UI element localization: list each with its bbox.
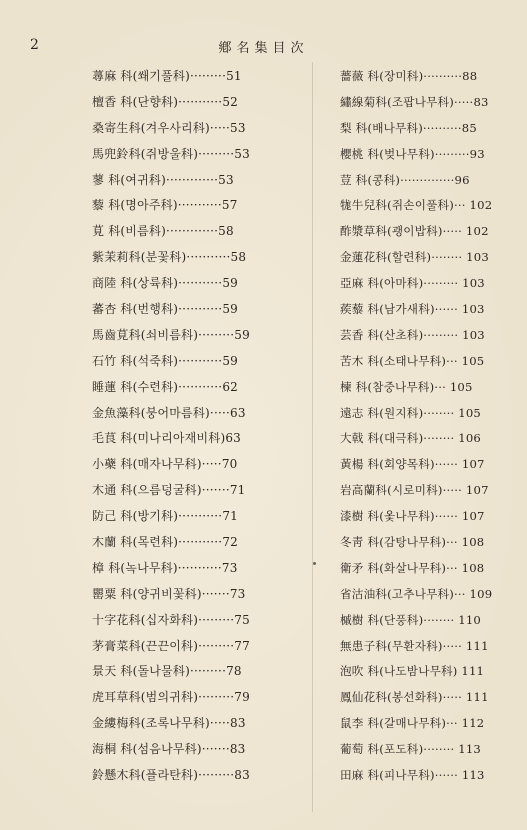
toc-right-column (340, 64, 512, 789)
toc-entry: 鳳仙花科(봉선화科)····· 111 (340, 690, 489, 705)
toc-entry: 海桐 科(섬음나무科)·······83 (92, 742, 246, 757)
toc-entry: 金蓮花科(할련科)········ 103 (340, 250, 489, 265)
toc-entry: 冬靑 科(감탕나무科)··· 108 (340, 535, 485, 550)
toc-entry: 遠志 科(원지科)········ 105 (340, 405, 482, 420)
toc-entry: 蓼 科(여귀科)·············53 (92, 172, 234, 187)
toc-entry: 毛茛 科(미나리아재비科)63 (92, 431, 242, 446)
toc-entry: 薔薇 科(장미科)··········88 (340, 69, 478, 83)
toc-entry: 十字花科(십자화科)·········75 (92, 612, 250, 627)
toc-entry: 商陸 科(상륙科)···········59 (92, 276, 238, 291)
toc-entry: 槭樹 科(단풍科)········ 110 (340, 612, 482, 627)
toc-entry: 鈴懸木科(플라탄科)·········83 (92, 768, 250, 783)
toc-entry: 蕁麻 科(쐐기풀科)·········51 (92, 69, 242, 83)
toc-entry: 木通 科(으름덩굴科)·······71 (92, 483, 246, 498)
toc-entry: 檀香 科(단향科)···········52 (92, 94, 238, 109)
ink-dot (313, 562, 316, 565)
toc-entry: 牻牛兒科(쥐손이풀科)··· 102 (340, 198, 493, 213)
toc-entry: 茅膏菜科(끈끈이科)·········77 (92, 638, 250, 653)
running-head: 鄕名集目次 (218, 41, 309, 56)
toc-entry: 酢漿草科(괭이밥科)····· 102 (340, 224, 489, 239)
toc-entry: 櫻桃 科(벚나무科)·········93 (340, 146, 485, 161)
toc-entry: 莧 科(비름科)·············58 (92, 224, 234, 239)
toc-entry: 黃楊 科(회양목科)······ 107 (340, 457, 485, 472)
toc-entry: 省沽油科(고추나무科)··· 109 (340, 586, 493, 601)
toc-entry: 蒺藜 科(남가새科)······ 103 (340, 302, 485, 317)
toc-entry: 亞麻 科(아마科)········· 103 (340, 276, 485, 291)
toc-entry: 葡萄 科(포도科)········ 113 (340, 742, 482, 757)
toc-entry: 小蘗 科(매자나무科)·····70 (92, 457, 238, 472)
toc-entry: 罌粟 科(양귀비꽃科)·······73 (92, 586, 246, 601)
toc-entry: 馬兜鈴科(쥐방울科)·········53 (92, 146, 250, 161)
toc-entry: 虎耳草科(범의귀科)·········79 (92, 690, 250, 705)
toc-entry: 紫茉莉科(분꽃科)···········58 (92, 250, 247, 265)
column-divider (312, 62, 313, 812)
toc-entry: 木蘭 科(목련科)···········72 (92, 535, 238, 550)
toc-entry: 楝 科(참중나무科)··· 105 (340, 379, 473, 394)
toc-left-column (92, 64, 282, 789)
toc-entry: 防己 科(방기科)···········71 (92, 509, 238, 524)
toc-entry: 芸香 科(산초科)········· 103 (340, 327, 485, 342)
page-number: 2 (30, 37, 39, 53)
toc-entry: 蕃杏 科(번행科)···········59 (92, 302, 238, 317)
toc-entry: 樟 科(녹나무科)···········73 (92, 560, 238, 575)
toc-entry: 睡蓮 科(수련科)···········62 (92, 379, 238, 394)
toc-entry: 桑寄生科(겨우사리科)·····53 (92, 120, 246, 135)
toc-entry: 鼠李 科(갈매나무科)··· 112 (340, 716, 485, 731)
toc-entry: 大戟 科(대극科)········ 106 (340, 431, 482, 446)
toc-entry: 漆樹 科(옻나무科)······ 107 (340, 509, 485, 524)
toc-entry: 無患子科(무환자科)····· 111 (340, 638, 489, 653)
toc-entry: 石竹 科(석죽科)···········59 (92, 353, 238, 368)
toc-entry: 馬齒莧科(쇠비름科)·········59 (92, 327, 250, 342)
toc-entry: 田麻 科(피나무科)······ 113 (340, 768, 485, 783)
toc-entry: 苦木 科(소태나무科)··· 105 (340, 353, 485, 368)
toc-entry: 景天 科(돌나물科)·········78 (92, 664, 242, 679)
toc-entry: 梨 科(배나무科)··········85 (340, 120, 477, 135)
toc-entry: 金魚藻科(붕어마름科)·····63 (92, 405, 246, 420)
toc-entry: 泡吹 科(나도밤나무科) 111 (340, 664, 485, 679)
toc-entry: 繡線菊科(조팝나무科)·····83 (340, 94, 489, 109)
toc-entry: 藜 科(명아주科)···········57 (92, 198, 238, 213)
toc-entry: 岩高蘭科(시로미科)····· 107 (340, 483, 489, 498)
toc-entry: 荳 科(콩科)··············96 (340, 172, 470, 187)
toc-entry: 衛矛 科(화살나무科)··· 108 (340, 560, 485, 575)
toc-entry: 金縷梅科(조록나무科)·····83 (92, 716, 246, 731)
